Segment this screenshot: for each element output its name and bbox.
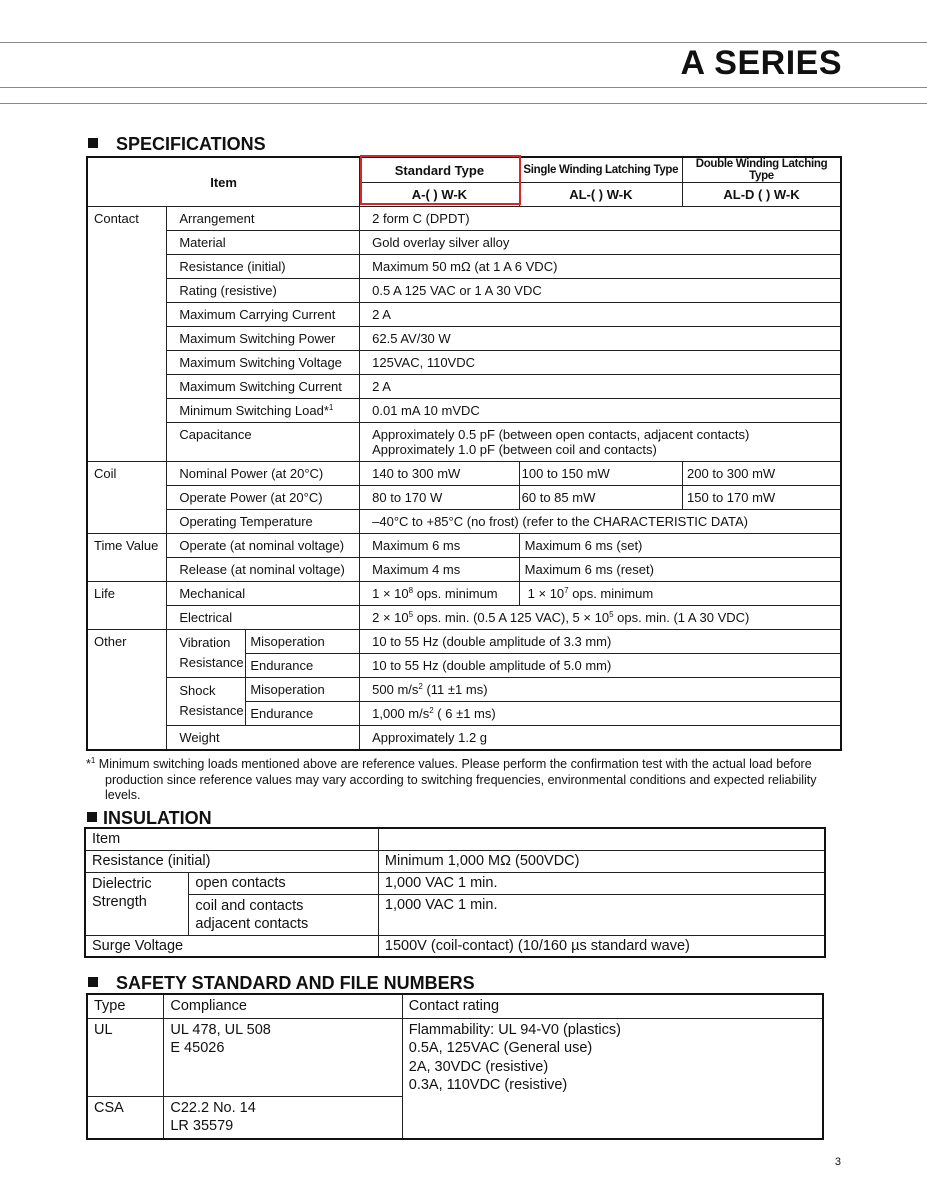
spec-value: –40°C to +85°C (no frost) (refer to the CHARACTERISTIC DATA) xyxy=(360,510,841,534)
spec-label: Endurance xyxy=(246,654,360,678)
spec-value: Approximately 0.5 pF (between open contacts, adjacent contacts) Approximately 1.0 pF (between coil and contacts) xyxy=(360,423,841,462)
spec-value: Maximum 6 ms (set) xyxy=(519,534,841,558)
insulation-value: 1,000 VAC 1 min. xyxy=(378,872,825,894)
insulation-value: 1,000 VAC 1 min. xyxy=(378,894,825,935)
spec-label: Mechanical xyxy=(167,582,360,606)
spec-label: Rating (resistive) xyxy=(167,279,360,303)
spec-label: Maximum Switching Power xyxy=(167,327,360,351)
insulation-value: 1500V (coil-contact) (10/160 µs standard wave) xyxy=(378,935,825,957)
item-header: Item xyxy=(87,157,360,207)
spec-value: $1 \times 10^7$ ops. minimum xyxy=(519,582,841,606)
shock-resistance-label: Shock Resistance xyxy=(167,678,246,726)
spec-value: 2 A xyxy=(360,375,841,399)
spec-value: 80 to 170 W xyxy=(360,486,520,510)
header-rule-bottom xyxy=(0,103,927,104)
spec-value: 0.5 A 125 VAC or 1 A 30 VDC xyxy=(360,279,841,303)
safety-compliance-csa: C22.2 No. 14 LR 35579 xyxy=(164,1096,402,1139)
spec-value: Approximately 1.2 g xyxy=(360,726,841,751)
spec-label: Electrical xyxy=(167,606,360,630)
spec-label: Maximum Switching Voltage xyxy=(167,351,360,375)
spec-label: Operate Power (at 20°C) xyxy=(167,486,360,510)
insulation-label: open contacts xyxy=(189,872,379,894)
spec-label: Release (at nominal voltage) xyxy=(167,558,360,582)
safety-compliance-ul: UL 478, UL 508 E 45026 xyxy=(164,1018,402,1096)
spec-value: Maximum 4 ms xyxy=(360,558,520,582)
safety-contact-rating: Flammability: UL 94-V0 (plastics) 0.5A, 125VAC (General use) 2A, 30VDC (resistive) 0.3A, 110VDC (resistive) xyxy=(402,1018,823,1139)
safety-type-csa: CSA xyxy=(87,1096,164,1139)
header-rule-top xyxy=(0,42,927,43)
insulation-item-header: Item xyxy=(85,828,378,850)
insulation-heading: INSULATION xyxy=(87,808,212,829)
bullet-square-icon xyxy=(88,138,98,148)
spec-label: Material xyxy=(167,231,360,255)
safety-heading: SAFETY STANDARD AND FILE NUMBERS xyxy=(88,973,475,994)
spec-value: Maximum 6 ms (reset) xyxy=(519,558,841,582)
spec-value: 62.5 AV/30 W xyxy=(360,327,841,351)
spec-label: Operating Temperature xyxy=(167,510,360,534)
spec-value: 140 to 300 mW xyxy=(360,462,520,486)
bullet-square-icon xyxy=(87,812,97,822)
spec-value: 200 to 300 mW xyxy=(683,462,841,486)
spec-label: Maximum Switching Current xyxy=(167,375,360,399)
footnote: *$^1$ Minimum switching loads mentioned above are reference values. Please perform the confirmation test with the actual load before production since reference values may vary according to switching frequencies, environmental conditions and expected reliability levels. xyxy=(86,756,817,802)
specifications-table xyxy=(86,156,842,751)
coil-group-label: Coil xyxy=(87,462,167,534)
contact-group-label: Contact xyxy=(87,207,167,462)
header-rule-middle xyxy=(0,87,927,88)
spec-label: Nominal Power (at 20°C) xyxy=(167,462,360,486)
single-winding-header: Single Winding Latching Type xyxy=(519,157,682,183)
standard-type-code: A-( ) W-K xyxy=(360,183,520,207)
insulation-table xyxy=(84,827,826,958)
spec-label: Resistance (initial) xyxy=(167,255,360,279)
bullet-square-icon xyxy=(88,977,98,987)
insulation-value: Minimum 1,000 MΩ (500VDC) xyxy=(378,850,825,872)
spec-label: Minimum Switching Load*$^1$ xyxy=(167,399,360,423)
single-winding-code: AL-( ) W-K xyxy=(519,183,682,207)
spec-value: $2 \times 10^5$ ops. min. (0.5 A 125 VAC), $5 \times 10^5$ ops. min. (1 A 30 VDC) xyxy=(360,606,841,630)
vibration-resistance-label: Vibration Resistance xyxy=(167,630,246,678)
insulation-label: Resistance (initial) xyxy=(85,850,378,872)
spec-value: 2 form C (DPDT) xyxy=(360,207,841,231)
time-value-group-label: Time Value xyxy=(87,534,167,582)
safety-header-compliance: Compliance xyxy=(164,994,402,1018)
spec-value: 10 to 55 Hz (double amplitude of 5.0 mm) xyxy=(360,654,841,678)
spec-value: 0.01 mA 10 mVDC xyxy=(360,399,841,423)
spec-label: Weight xyxy=(167,726,360,751)
spec-value: 60 to 85 mW xyxy=(519,486,682,510)
spec-value: 125VAC, 110VDC xyxy=(360,351,841,375)
double-winding-code: AL-D ( ) W-K xyxy=(683,183,841,207)
insulation-label: coil and contacts adjacent contacts xyxy=(189,894,379,935)
spec-value: $1 \times 10^8$ ops. minimum xyxy=(360,582,520,606)
spec-value: 100 to 150 mW xyxy=(519,462,682,486)
life-group-label: Life xyxy=(87,582,167,630)
spec-value: 10 to 55 Hz (double amplitude of 3.3 mm) xyxy=(360,630,841,654)
spec-value: 2 A xyxy=(360,303,841,327)
spec-value: 1,000 $m/s^2$ ( 6 ±1 ms) xyxy=(360,702,841,726)
dielectric-strength-label: Dielectric Strength xyxy=(85,872,189,935)
spec-value: 150 to 170 mW xyxy=(683,486,841,510)
insulation-value-header xyxy=(378,828,825,850)
spec-value: Gold overlay silver alloy xyxy=(360,231,841,255)
specifications-heading: SPECIFICATIONS xyxy=(88,134,266,155)
spec-label: Capacitance xyxy=(167,423,360,462)
spec-label: Misoperation xyxy=(246,678,360,702)
page-number: 3 xyxy=(834,1156,841,1168)
spec-label: Arrangement xyxy=(167,207,360,231)
spec-value: 500 $m/s^2$ (11 ±1 ms) xyxy=(360,678,841,702)
other-group-label: Other xyxy=(87,630,167,751)
spec-label: Operate (at nominal voltage) xyxy=(167,534,360,558)
series-title: A SERIES xyxy=(680,44,842,82)
spec-value: Maximum 50 mΩ (at 1 A 6 VDC) xyxy=(360,255,841,279)
safety-header-type: Type xyxy=(87,994,164,1018)
spec-label: Misoperation xyxy=(246,630,360,654)
insulation-label: Surge Voltage xyxy=(85,935,378,957)
safety-type-ul: UL xyxy=(87,1018,164,1096)
safety-header-contact-rating: Contact rating xyxy=(402,994,823,1018)
spec-label: Endurance xyxy=(246,702,360,726)
safety-table xyxy=(86,993,824,1140)
spec-value: Maximum 6 ms xyxy=(360,534,520,558)
standard-type-header: Standard Type xyxy=(360,157,520,183)
double-winding-header: Double Winding Latching Type xyxy=(683,157,841,183)
spec-label: Maximum Carrying Current xyxy=(167,303,360,327)
